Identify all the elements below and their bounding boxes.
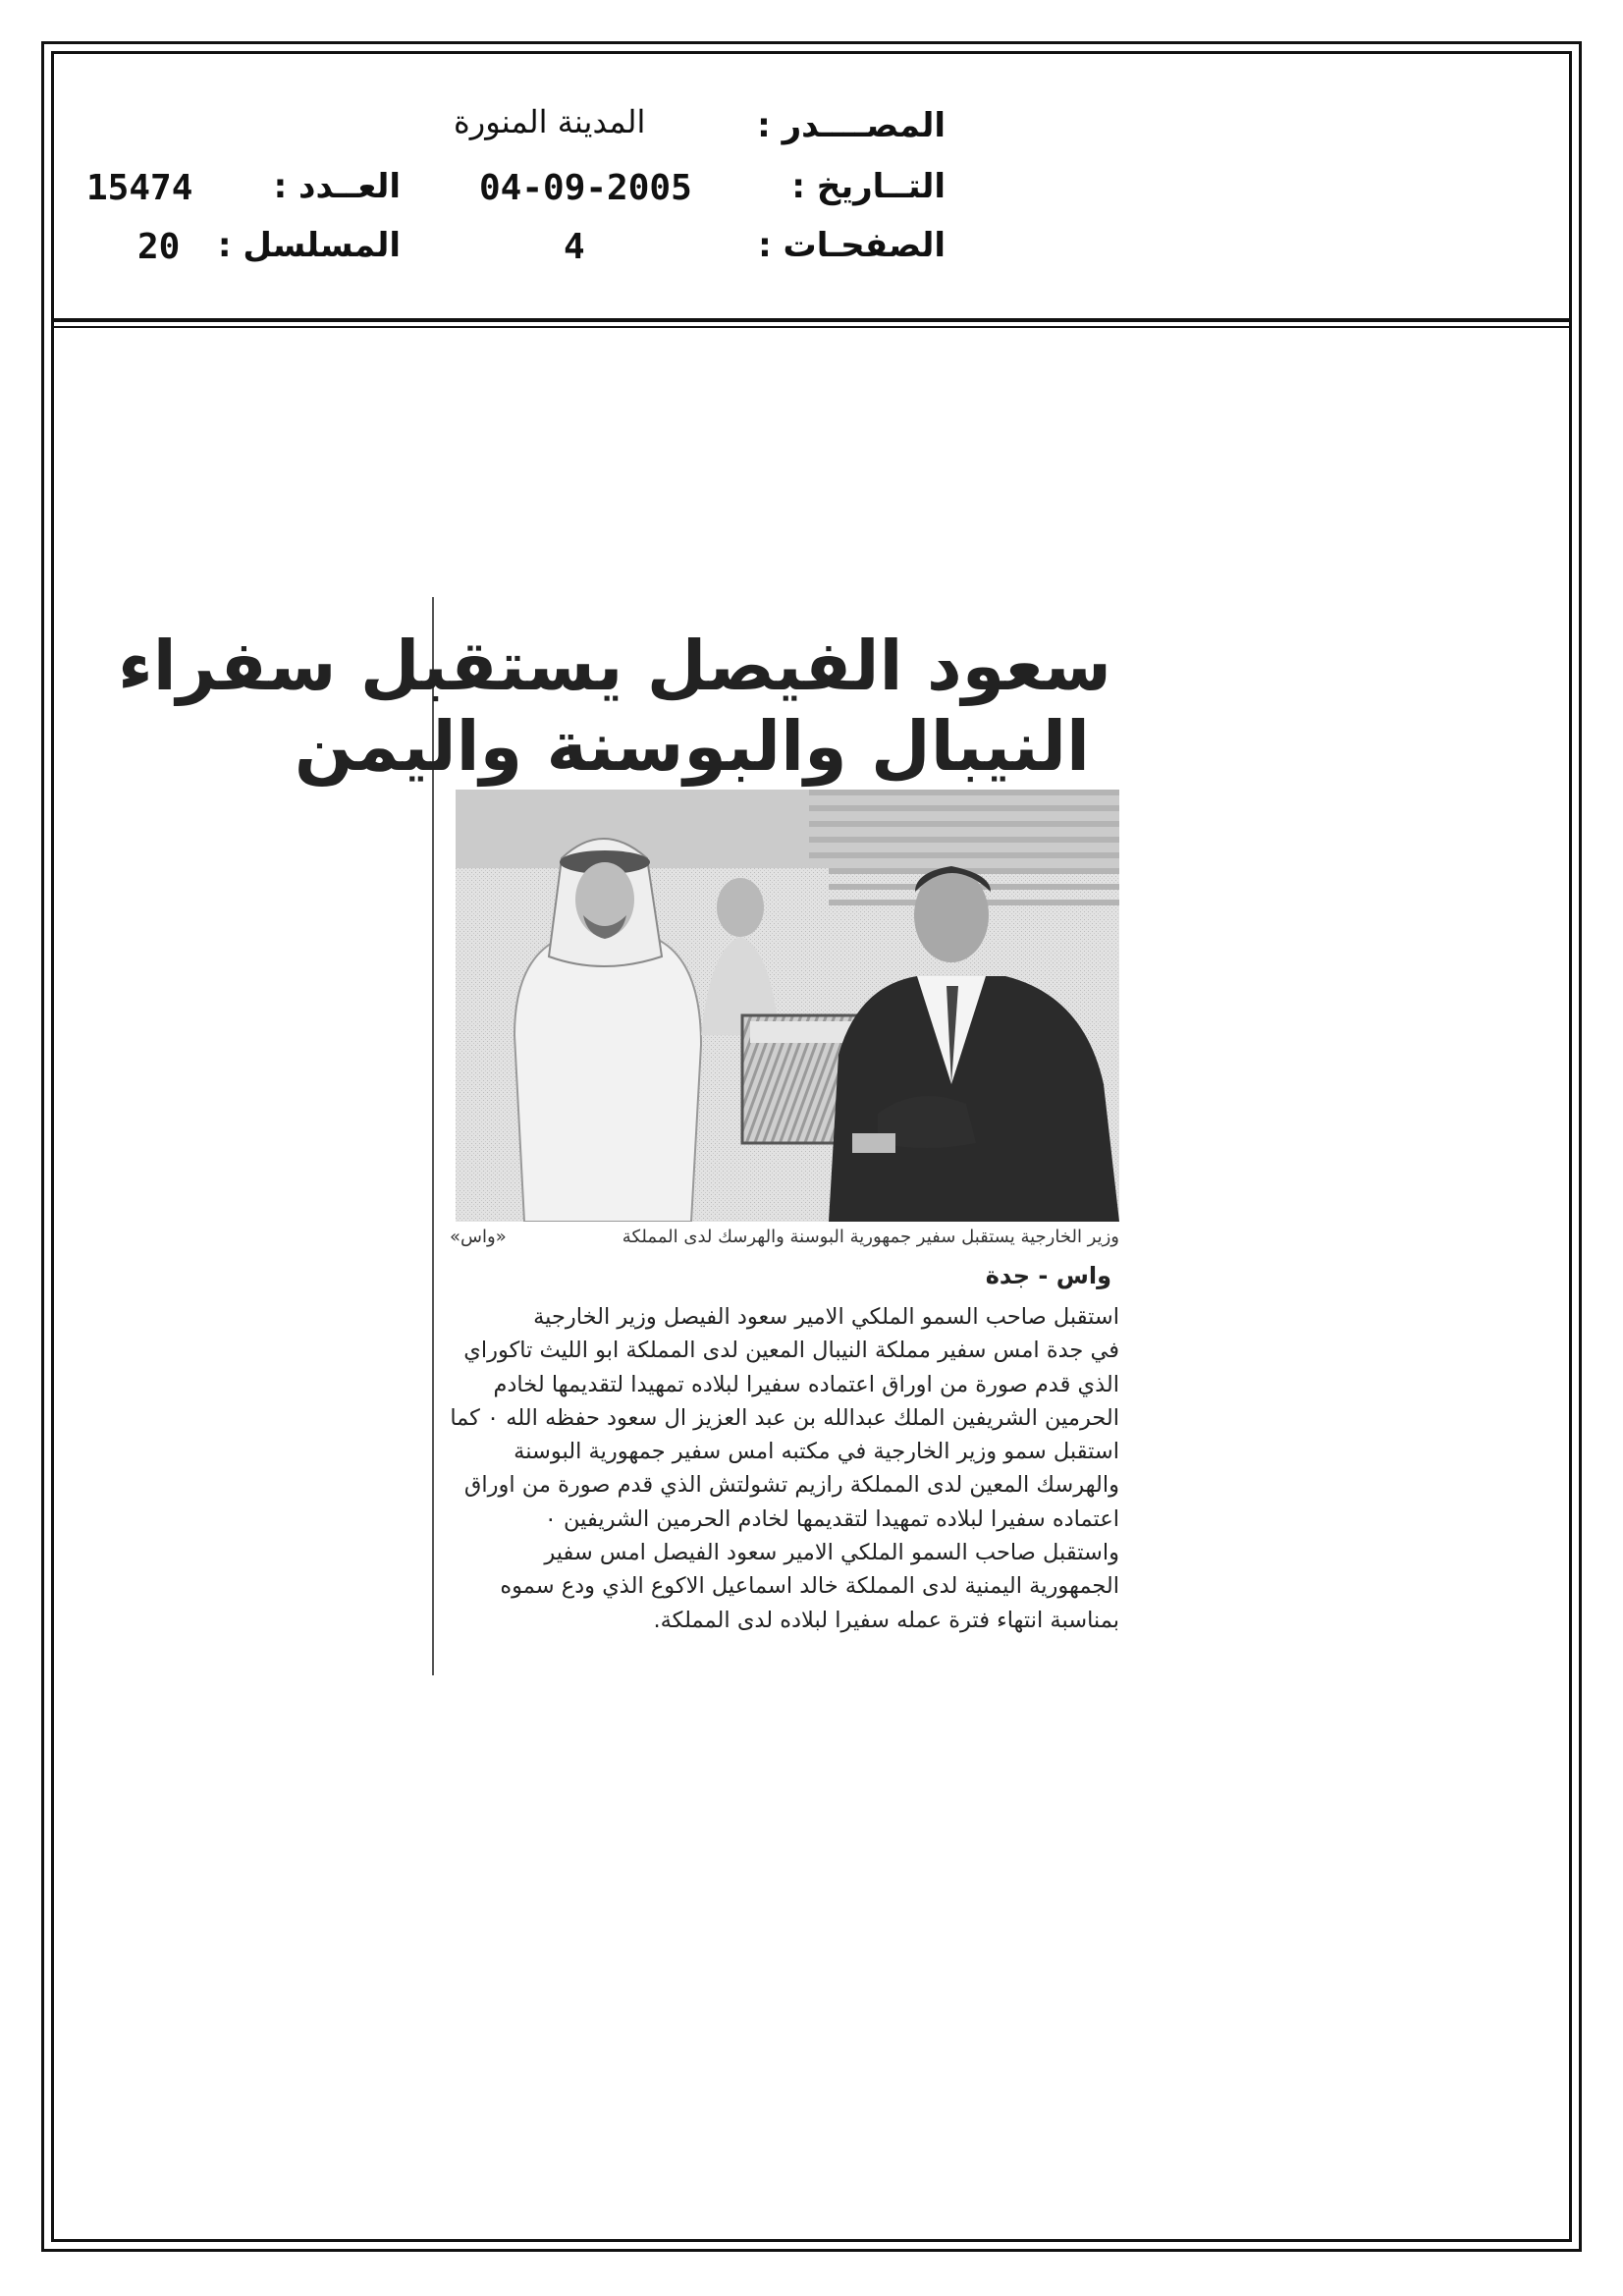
- body-line: بمناسبة انتهاء فترة عمله سفيرا لبلاده لدى المملكة.: [653, 1607, 1119, 1633]
- body-line: استقبل سمو وزير الخارجية في مكتبه امس سفير جمهورية البوسنة: [514, 1439, 1119, 1465]
- dateline: واس - جدة: [985, 1262, 1111, 1289]
- body-line: واستقبل صاحب السمو الملكي الامير سعود الفيصل امس سفير: [544, 1540, 1119, 1566]
- article-body: [446, 1300, 1119, 1637]
- headline-line-2: النيبال والبوسنة واليمن: [294, 706, 1090, 787]
- photo-credit: «واس»: [450, 1227, 507, 1247]
- headline-line-1: سعود الفيصل يستقبل سفراء: [117, 626, 1111, 706]
- news-photo: [456, 790, 1119, 1222]
- source-value: المدينة المنورة: [454, 103, 646, 140]
- issue-label: العــدد :: [273, 167, 401, 206]
- date-label: التــاريخ :: [791, 167, 946, 206]
- header-divider-secondary: [51, 326, 1572, 328]
- newspaper-clipping: [117, 597, 1119, 1675]
- body-line: اعتماده سفيرا لبلاده تمهيدا لتقديمها لخادم الحرمين الشريفين ٠: [544, 1505, 1119, 1532]
- source-label: المصــــدر :: [757, 106, 946, 145]
- issue-value: 15474: [86, 168, 193, 208]
- date-value: 04-09-2005: [479, 168, 692, 208]
- serial-value: 20: [137, 227, 181, 267]
- pages-label: الصفحـات :: [758, 226, 946, 265]
- body-line: والهرسك المعين لدى المملكة رازيم تشولتش الذي قدم صورة من اوراق: [463, 1472, 1119, 1499]
- pages-value: 4: [564, 227, 585, 267]
- body-line: الذي قدم صورة من اوراق اعتماده سفيرا لبلاده تمهيدا لتقديمها لخادم: [493, 1371, 1119, 1397]
- serial-label: المسلسل :: [217, 226, 401, 265]
- body-line: الجمهورية اليمنية لدى المملكة خالد اسماعيل الاكوع الذي ودع سموه: [500, 1573, 1119, 1600]
- header-divider: [51, 318, 1572, 322]
- photo-caption: وزير الخارجية يستقبل سفير جمهورية البوسنة والهرسك لدى المملكة: [622, 1227, 1119, 1247]
- body-line: في جدة امس سفير مملكة النيبال المعين لدى المملكة ابو الليث تاكوراي: [463, 1338, 1119, 1364]
- body-line: استقبل صاحب السمو الملكي الامير سعود الفيصل وزير الخارجية: [533, 1304, 1119, 1330]
- body-line: الحرمين الشريفين الملك عبدالله بن عبد العزيز ال سعود حفظه الله ٠ كما: [450, 1404, 1119, 1431]
